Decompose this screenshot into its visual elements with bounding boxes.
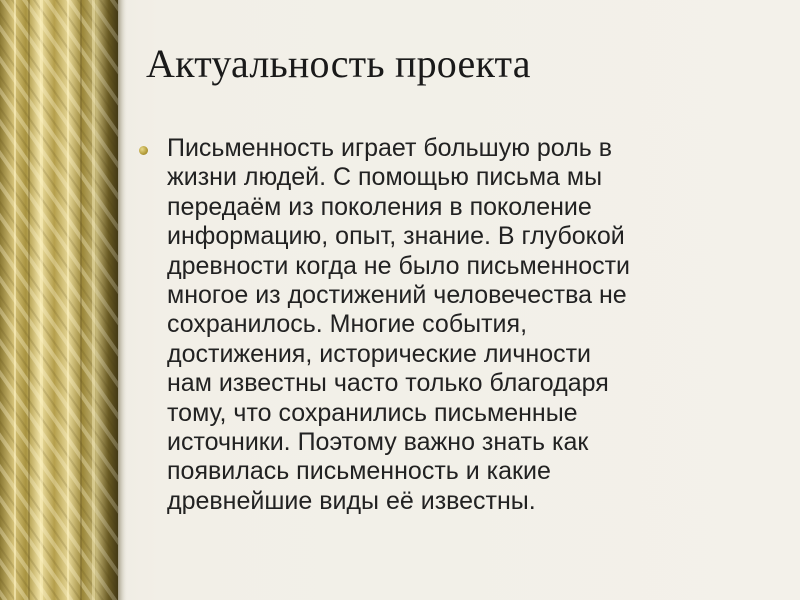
slide-title: Актуальность проекта xyxy=(146,41,531,86)
bullet-text: Письменность играет большую роль в жизни людей. С помощью письма мы передаём из поколения в поколение информацию, опыт, знание. В глубокой древности когда не было письменности многое из достижений человечества не сохранилось. Многие события, достижения, исторические личности нам известны часто только благодаря тому, что сохранились письменные источники. Поэтому важно знать как появилась письменность и какие древнейшие виды её известны. xyxy=(167,134,631,515)
gold-column-decoration xyxy=(0,0,128,600)
gold-dot-icon xyxy=(139,146,148,155)
list-item xyxy=(131,134,761,516)
bullet-list xyxy=(131,134,761,516)
